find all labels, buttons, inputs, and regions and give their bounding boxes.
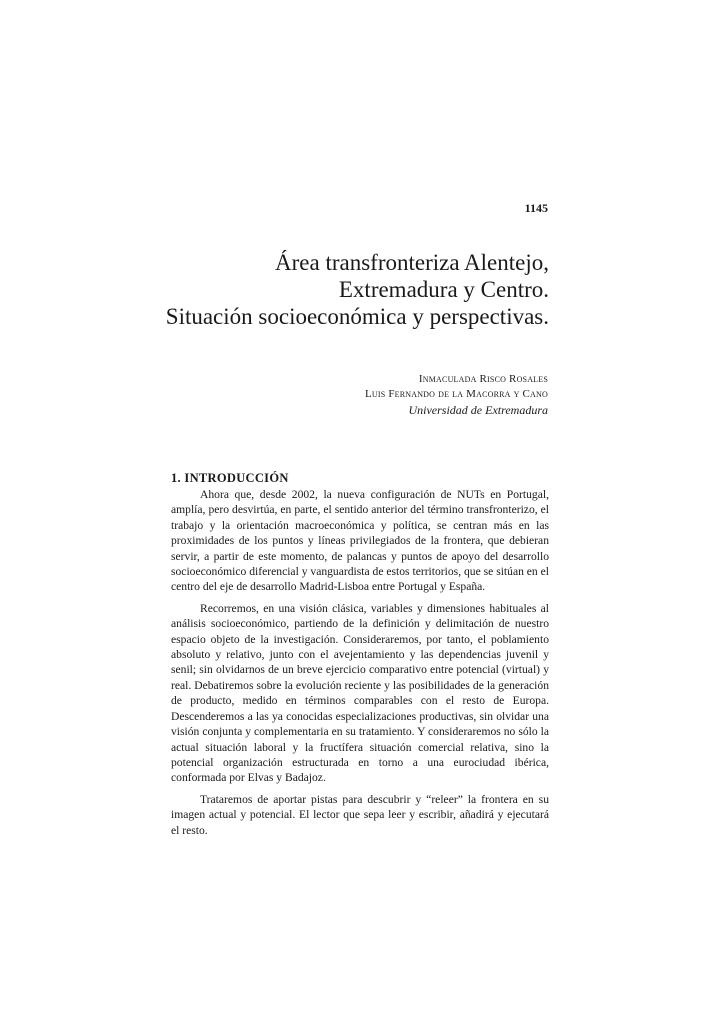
affiliation: Universidad de Extremadura [408,403,548,417]
author-name: Inmaculada Risco Rosales [418,373,548,385]
title-line: Área transfronteriza Alentejo, [275,250,549,275]
title-line: Situación socioeconómica y perspectivas. [165,304,549,329]
title-line: Extremadura y Centro. [338,277,549,302]
section-heading: 1. INTRODUCCIÓN [171,471,289,485]
body-paragraph: Ahora que, desde 2002, la nueva configuración de NUTs en Portugal, amplía, pero desvirtúa, en parte, el sentido anterior del término transfronterizo, el trabajo y la orientación macroeconómica y política, se centran más en las proximidades de los puntos y líneas privilegiados de la frontera, que debieran servir, a partir de este momento, de palancas y puntos de apoyo del desarrollo socioeconómico diferencial y vanguardista de estos territorios, que se sitúan en el centro del eje de desarrollo Madrid-Lisboa entre Portugal y España. [171,488,549,594]
body-paragraph: Trataremos de aportar pistas para descubrir y “releer” la frontera en su imagen actual y potencial. El lector que sepa leer y escribir, añadirá y ejecutará el resto. [171,792,549,837]
author-name: Luis Fernando de la Macorra y Cano [364,388,548,400]
section-body [171,487,549,844]
body-paragraph: Recorremos, en una visión clásica, variables y dimensiones habituales al análisis socioeconómico, partiendo de la definición y delimitación de nuestro espacio objeto de la investigación. Consideraremos, por tanto, el poblamiento absoluto y relativo, junto con el avejentamiento y las dependencias juvenil y senil; sin olvidarnos de un breve ejercicio comparativo entre potencial (virtual) y real. Debatiremos sobre la evolución reciente y las posibilidades de la generación de producto, medido en términos comparables con el resto de Europa. Descenderemos a las ya conocidas especializaciones productivas, sin olvidar una visión conjunta y complementaria en su tratamiento. Y consideraremos no sólo la actual situación laboral y la fructífera situación comercial relativa, sino la potencial organización estructurada en torno a una eurociudad ibérica, conformada por Elvas y Badajoz. [171,601,549,785]
page-number: 1145 [524,201,548,215]
paper-title [69,249,549,330]
author-list [365,372,548,402]
